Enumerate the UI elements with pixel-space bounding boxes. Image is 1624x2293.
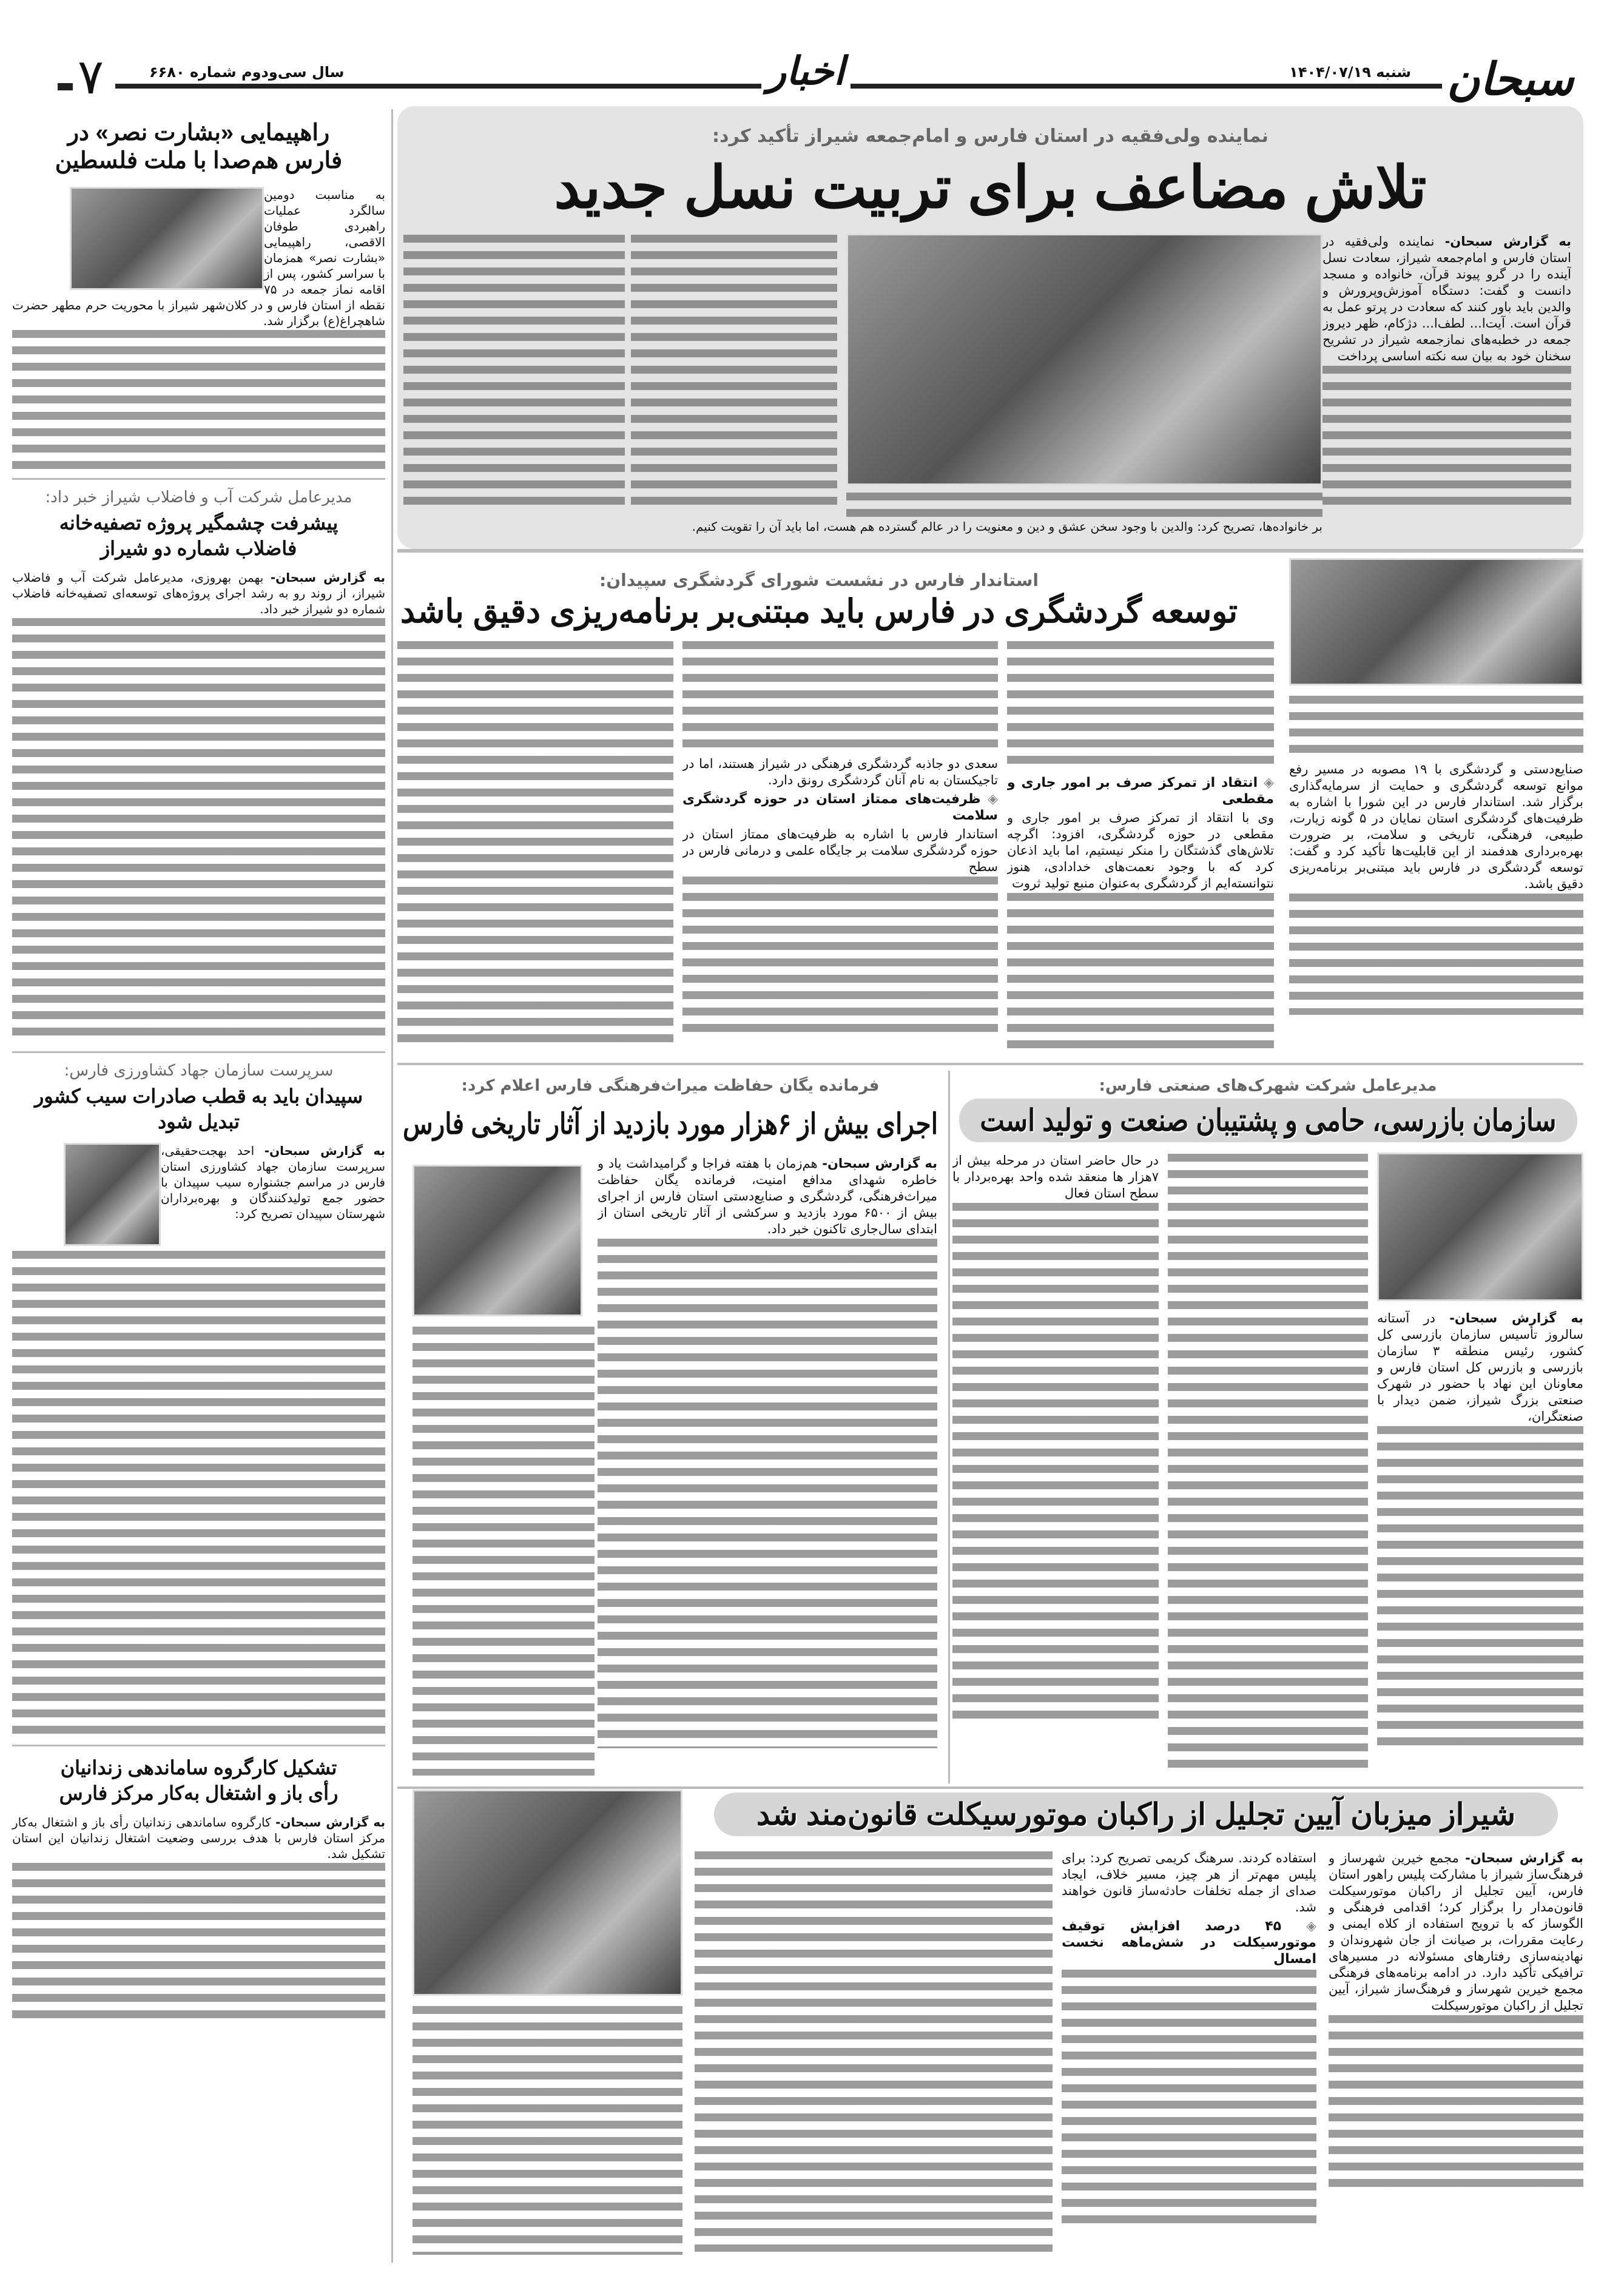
sidebar-a1-text — [12, 187, 385, 329]
heritage-kicker-wrap — [397, 1077, 943, 1095]
industry-column-2 — [1168, 1153, 1368, 1777]
divider — [397, 549, 1583, 553]
tourism-paragraph-3: استاندار فارس با اشاره به ظرفیت‌های ممتاز استان در حوزه گردشگری سلامت بر جایگاه علمی و درمانی فارس در سطح — [682, 827, 998, 874]
sidebar-a1-photo — [70, 187, 264, 290]
sidebar-divider — [391, 109, 393, 2263]
sidebar-a4-body — [12, 1814, 385, 2021]
motorcycle-headline[interactable]: شیراز میزبان آیین تجلیل از راکبان موتورسیکلت قانون‌مند شد — [714, 1793, 1558, 1836]
lead-tail-wrap — [403, 519, 1322, 535]
industry-lead: در آستانه سالروز تأسیس سازمان بازرسی کل کشور، رئیس منطقه ۳ سازمان بازرسی و بازرس کل استان فارس و معاونان این نهاد با حضور در شهرک صنعتی بزرگ شیراز، ضمن دیدار با صنعتگران، — [1377, 1311, 1583, 1424]
motorcycle-lead: مجمع خیرین شهرساز و فرهنگ‌ساز شیراز با مشارکت پلیس راهور استان فارس، آیین تجلیل از راکبان موتورسیکلت قانون‌مدار را برگزار کرد؛ اقدامی فرهنگی و الگوساز که با ترویج استفاده از کلاه ایمنی و رعایت مقررات، بر صیانت از جان شهروندان و نهادینه‌سازی رفتارهای مسئولانه در مسیرهای ترافیکی تأکید دارد. در ادامه برنامه‌های فرهنگی مجمع خیرین شهرساز و فرهنگ‌ساز شیراز، آیین تجلیل از راکبان موتورسیکلت — [1329, 1851, 1583, 2013]
industry-photo — [1377, 1153, 1583, 1301]
page-bar — [58, 83, 73, 90]
sidebar-a3-headline[interactable]: سپیدان باید به قطب صادرات سیب کشور تبدیل شود — [34, 1085, 363, 1133]
lead-text: نماینده ولی‌فقیه در استان فارس و امام‌جمعه شیراز، سعادت نسل آینده را در گرو پیوند قرآن، خانواده و مسجد دانست و گفت: دستگاه آموزش‌وپرورش و والدین باید باور کنند که سعادت در پرتو عمل به قرآن است. آیت‌ا... لطف‌ا... دژکام، ظهر دیروز جمعه در خطبه‌های نمازجمعه شیراز در تشریح سخنان خود به بیان سه نکته اساسی پرداخت — [1322, 234, 1571, 363]
tourism-paragraph-1: وی با انتقاد از تمرکز صرف بر امور جاری و مقطعی در حوزه گردشگری، افزود: اگرچه تلاش‌های گذشتگان را منکر نیستیم، اما باید اذعان کرد که با وجود نعمت‌های خدادادی، هنوز نتوانسته‌ایم از گردشگری به‌عنوان منبع تولید ثروت — [1007, 810, 1274, 891]
motorcycle-subhead: ◈ ۴۵ درصد افزایش توقیف موتورسیکلت در شش‌ماهه نخست امسال — [1062, 1918, 1316, 1967]
sidebar-a2-source: به گزارش سبحان- — [270, 570, 385, 585]
sidebar-a4-headline[interactable]: تشکیل کارگروه ساماندهی زندانیان رأی باز و اشتغال به‌کار مرکز فارس — [59, 1757, 339, 1804]
heritage-kicker: فرمانده یگان حفاظت میراث‌فرهنگی فارس اعلام کرد: — [461, 1077, 880, 1095]
newspaper-logo[interactable]: سبحان — [1442, 53, 1579, 106]
heritage-column-1 — [598, 1156, 937, 1777]
sidebar-a4-source: به گزارش سبحان- — [275, 1815, 385, 1830]
tourism-subhead-2: ◈ ظرفیت‌های ممتاز استان در حوزه گردشگری سلامت — [682, 791, 998, 824]
industry-article — [952, 1071, 1583, 1783]
sidebar-a2-lead: بهمن بهروزی، مدیرعامل شرکت آب و فاضلاب شیراز، از روند رو به رشد اجرای پروژه‌های توسعه‌ای تصفیه‌خانه فاضلاب شماره دو شیراز خبر داد. — [12, 570, 385, 616]
motorcycle-column-3 — [695, 1850, 1053, 2257]
tourism-column-4 — [397, 640, 673, 1052]
industry-kicker: مدیرعامل شرکت شهرک‌های صنعتی فارس: — [1099, 1077, 1437, 1095]
sidebar-a2-body — [12, 570, 385, 1043]
industry-paragraph: در حال حاضر استان در مرحله بیش از ۷هزار ها منعقد شده واحد بهره‌بردار با سطح استان فعال — [952, 1153, 1159, 1200]
tourism-article — [397, 555, 1583, 1062]
tourism-intro — [1289, 695, 1583, 755]
heritage-lead: هم‌زمان با هفته فراجا و گرامیداشت یاد و خاطره شهدای مدافع امنیت، فرمانده یگان حفاظت میراث‌فرهنگی، گردشگری و صنایع‌دستی استان فارس از اجرای بیش از ۶۵۰۰ مورد بازدید و سرکشی از آثار تاریخی استان از ابتدای سال‌جاری تاکنون خبر داد. — [598, 1156, 937, 1236]
lead-caption — [846, 491, 1322, 516]
sidebar-a3-kicker: سرپرست سازمان جهاد کشاورزی فارس: — [64, 1062, 334, 1080]
sidebar-a2-kicker: مدیرعامل شرکت آب و فاضلاب شیراز خبر داد: — [45, 488, 352, 507]
divider — [12, 1745, 385, 1746]
tourism-column-1 — [1289, 761, 1583, 1052]
motorcycle-article — [397, 1790, 1583, 2263]
lead-photo — [846, 234, 1322, 485]
heritage-photo — [413, 1165, 582, 1316]
lead-kicker: نماینده ولی‌فقیه در استان فارس و امام‌جمعه شیراز تأکید کرد: — [712, 126, 1269, 147]
lead-headline-wrap — [397, 152, 1583, 224]
heritage-headline[interactable]: اجرای بیش از ۶هزار مورد بازدید از آثار تاریخی فارس — [403, 1108, 938, 1140]
industry-headline[interactable]: سازمان بازرسی، حامی و پشتیبان صنعت و تولید است — [959, 1099, 1577, 1142]
tourism-headline-wrap — [397, 593, 1241, 630]
sidebar-a1-lead: به مناسبت دومین سالگرد عملیات راهبردی طوفان الاقصی، راهپیمایی «بشارت نصر» همزمان با سراسر کشور، پس از اقامه نماز جمعه در ۷۵ نقطه از استان فارس و در کلان‌شهر شیراز با محوریت حرم مطهر حضرت شاهچراغ(ع) برگزار شد. — [12, 187, 385, 328]
sidebar-a1-body — [12, 330, 385, 470]
tourism-column-3 — [682, 640, 998, 1052]
motorcycle-paragraph: استفاده کردند. سرهنگ کریمی تصریح کرد: برای پلیس مهم‌تر از هر چیز، مسیر خلاف، ایجاد صدای از جمله تخلفات حادثه‌ساز قانون خواهند شد. — [1062, 1851, 1316, 1914]
industry-kicker-wrap — [952, 1077, 1583, 1095]
sidebar-a1-headline[interactable]: راهپیمایی «بشارت نصر» در فارس هم‌صدا با ملت فلسطین — [55, 120, 343, 173]
page-number: ۷ — [73, 49, 109, 105]
lead-column-3 — [403, 234, 625, 510]
motorcycle-column-4 — [413, 2005, 682, 2257]
motorcycle-column-1 — [1329, 1850, 1583, 2257]
sidebar-a3-lead: احد بهجت‌حقیقی، سرپرست سازمان جهاد کشاورزی استان فارس در مراسم جشنواره سیب سپیدان با حضور جمع تولیدکنندگان و بهره‌برداران شهرستان سپیدان تصریح کرد: — [161, 1143, 385, 1221]
sidebar-a3-source: به گزارش سبحان- — [264, 1143, 385, 1158]
divider — [948, 1071, 950, 1783]
lead-column-2 — [631, 234, 837, 510]
industry-source: به گزارش سبحان- — [1449, 1311, 1583, 1325]
industry-column-3 — [952, 1153, 1159, 1777]
motorcycle-column-2 — [1062, 1850, 1316, 2257]
sidebar-a3-photo — [64, 1143, 161, 1246]
heritage-source: به گزارش سبحان- — [822, 1156, 937, 1171]
sidebar — [12, 109, 385, 2021]
motorcycle-source: به گزارش سبحان- — [1465, 1851, 1583, 1865]
lead-kicker-wrap — [397, 126, 1583, 147]
divider — [397, 1786, 1583, 1789]
issue-number: سال سی‌ودوم شماره ۶۶۸۰ — [146, 64, 348, 81]
divider — [12, 1051, 385, 1053]
sidebar-a3-text — [12, 1143, 385, 1222]
tourism-column-2 — [1007, 640, 1274, 1052]
heritage-headline-wrap — [397, 1107, 943, 1142]
tourism-kicker: استاندار فارس در نشست شورای گردشگری سپیدان: — [599, 570, 1039, 590]
industry-column-1 — [1377, 1310, 1583, 1777]
lead-tail: بر خانواده‌ها، تصریح کرد: والدین با وجود سخن عشق و دین و معنویت را در عالم گسترده هم هست، اما باید آن را تقویت کنیم. — [692, 519, 1322, 534]
heritage-column-2 — [413, 1325, 595, 1777]
sidebar-a2-headline[interactable]: پیشرفت چشمگیر پروژه تصفیه‌خانه فاضلاب شماره دو شیراز — [59, 512, 339, 559]
heritage-article — [397, 1071, 943, 1783]
issue-date: شنبه ۱۴۰۴/۰۷/۱۹ — [1285, 64, 1415, 81]
tourism-photo — [1289, 558, 1583, 685]
sidebar-a3-body — [12, 1251, 385, 1736]
divider — [397, 1063, 1583, 1065]
tourism-headline[interactable]: توسعه گردشگری در فارس باید مبتنی‌بر برنامه‌ریزی دقیق باشد — [400, 593, 1238, 630]
lead-article — [397, 106, 1583, 549]
motorcycle-headline-wrap — [689, 1793, 1583, 1836]
section-title: اخبار — [761, 49, 851, 94]
lead-headline[interactable]: تلاش مضاعف برای تربیت نسل جدید — [554, 155, 1427, 220]
tourism-kicker-wrap — [397, 570, 1241, 590]
tourism-subhead-1: ◈ انتقاد از تمرکز صرف بر امور جاری و مقطعی — [1007, 775, 1274, 807]
industry-headline-wrap — [952, 1099, 1583, 1142]
tourism-lead: صنایع‌دستی و گردشگری با ۱۹ مصوبه در مسیر رفع موانع توسعه گردشگری و حمایت از سرمایه‌گذاری برگزار شد. استاندار فارس در این شورا با اشاره به ظرفیت‌های گردشگری استان نمایان در ۵ گونه زیارت، طبیعی، فرهنگی، تاریخی و سلامت، بر ضرورت بهره‌برداری هدفمند از این قابلیت‌ها تأکید کرد و گفت: توسعه گردشگری در فارس باید مبتنی‌بر برنامه‌ریزی دقیق باشد. — [1289, 762, 1583, 891]
lead-source: به گزارش سبحان- — [1444, 234, 1571, 249]
sidebar-a4-lead: کارگروه ساماندهی زندانیان رأی باز و اشتغال به‌کار مرکز استان فارس با هدف بررسی وضعیت اشتغال زندانیان این استان تشکیل شد. — [12, 1815, 385, 1861]
lead-column-1 — [1322, 234, 1571, 540]
divider — [12, 478, 385, 480]
motorcycle-photo — [413, 1790, 682, 1996]
tourism-paragraph-2: سعدی دو جاذبه گردشگری فرهنگی در شیراز هستند، اما در تاجیکستان به نام آنان گردشگری رونق دارد. — [682, 756, 998, 787]
